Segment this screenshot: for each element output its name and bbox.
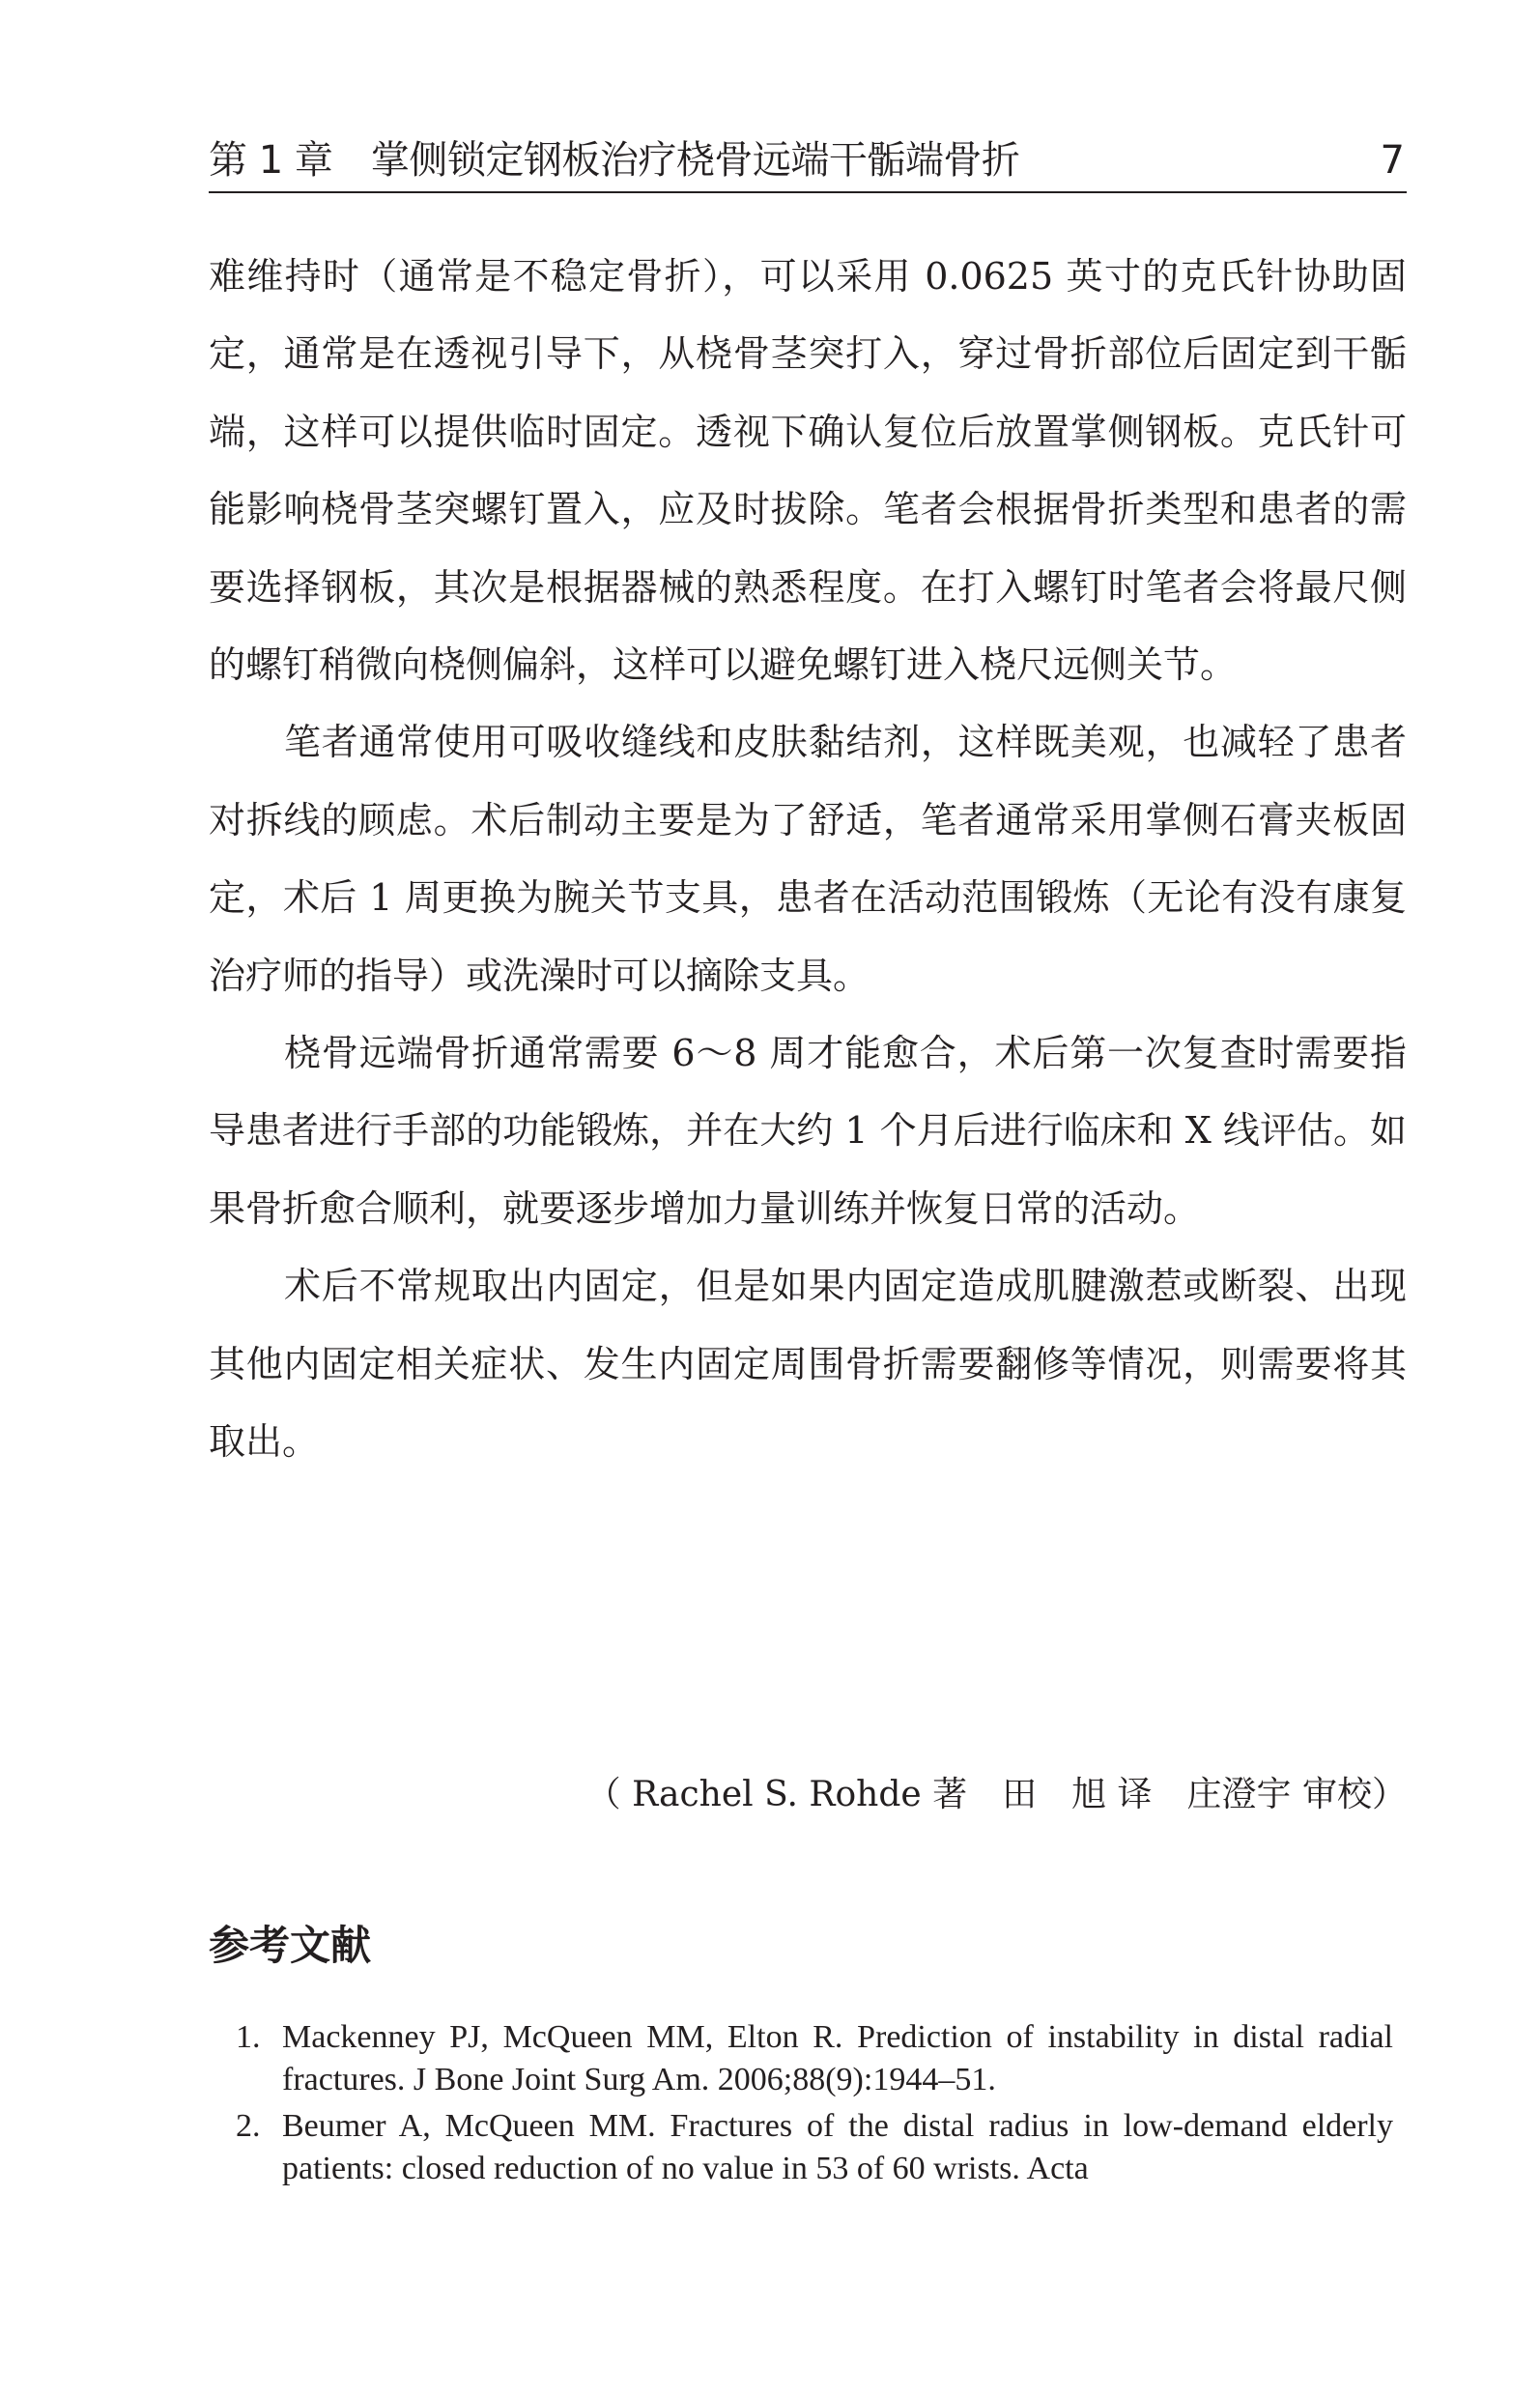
- chapter-title: 第 1 章 掌侧锁定钢板治疗桡骨远端干骺端骨折: [209, 138, 1020, 183]
- reference-item: [236, 2105, 1393, 2190]
- reference-item: [236, 2016, 1393, 2101]
- references-heading: 参考文献: [209, 1922, 372, 1969]
- page-number: 7: [1380, 138, 1405, 183]
- reference-text: Mackenney PJ, McQueen MM, Elton R. Prediction of instability in distal radial fractures. J Bone Joint Surg Am. 2006;88(9):1944–51.: [282, 2019, 1393, 2097]
- paragraph: 笔者通常使用可吸收缝线和皮肤黏结剂，这样既美观，也减轻了患者对拆线的顾虑。术后制动主要是为了舒适，笔者通常采用掌侧石膏夹板固定，术后 1 周更换为腕关节支具，患者在活动范围锻炼（无论有没有康复治疗师的指导）或洗澡时可以摘除支具。: [209, 721, 1407, 997]
- body-text: [209, 238, 1407, 1481]
- reference-number: 1.: [236, 2019, 261, 2055]
- reference-text: Beumer A, McQueen MM. Fractures of the distal radius in low-demand elderly patients: closed reduction of no value in 53 of 60 wrists. Acta: [282, 2108, 1393, 2186]
- paragraph-continued: 难维持时（通常是不稳定骨折），可以采用 0.0625 英寸的克氏针协助固定，通常是在透视引导下，从桡骨茎突打入，穿过骨折部位后固定到干骺端，这样可以提供临时固定。透视下确认复位后放置掌侧钢板。克氏针可能影响桡骨茎突螺钉置入，应及时拔除。笔者会根据骨折类型和患者的需要选择钢板，其次是根据器械的熟悉程度。在打入螺钉时笔者会将最尺侧的螺钉稍微向桡侧偏斜，这样可以避免螺钉进入桡尺远侧关节。: [209, 255, 1407, 687]
- reference-list: [236, 2016, 1393, 2194]
- author-attribution: （ Rachel S. Rohde 著 田 旭 译 庄澄宇 审校）: [585, 1775, 1407, 1814]
- paragraph: 桡骨远端骨折通常需要 6～8 周才能愈合，术后第一次复查时需要指导患者进行手部的功能锻炼，并在大约 1 个月后进行临床和 X 线评估。如果骨折愈合顺利，就要逐步增加力量训练并恢复日常的活动。: [209, 1032, 1407, 1230]
- paragraph: 术后不常规取出内固定，但是如果内固定造成肌腱激惹或断裂、出现其他内固定相关症状、发生内固定周围骨折需要翻修等情况，则需要将其取出。: [209, 1265, 1407, 1464]
- reference-number: 2.: [236, 2108, 261, 2144]
- running-header: [209, 129, 1407, 193]
